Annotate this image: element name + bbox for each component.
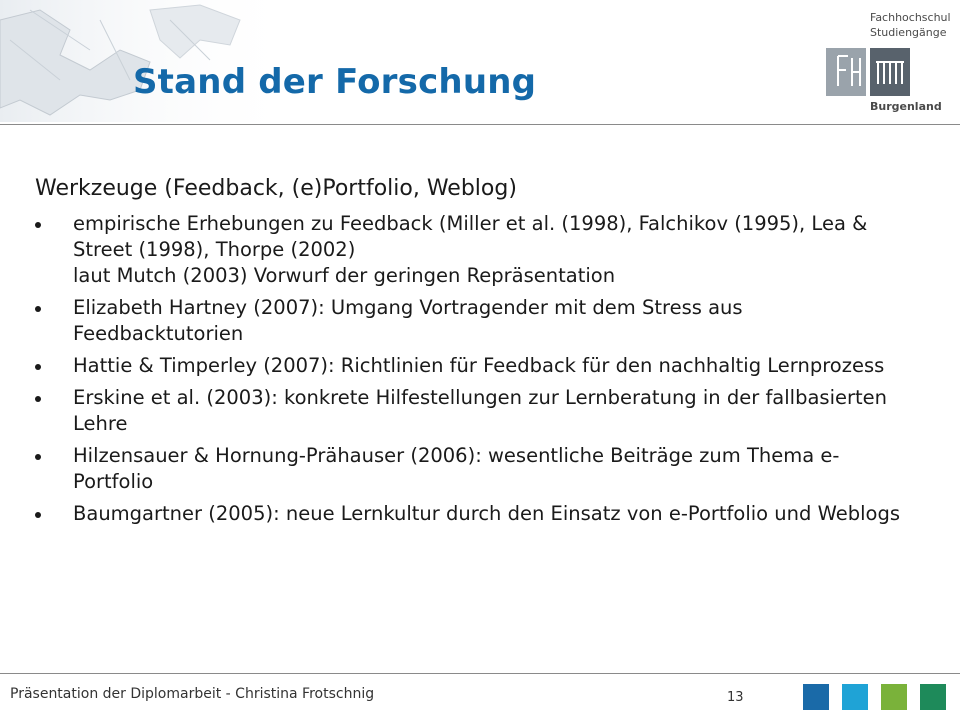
bullet-text-extra: laut Mutch (2003) Vorwurf der geringen Repräsentation [73, 264, 616, 287]
bullet-text: Hilzensauer & Hornung-Prähauser (2006): wesentliche Beiträge zum Thema e-Portfolio [73, 444, 840, 493]
bullet-item [35, 385, 915, 437]
slide-content [35, 176, 915, 533]
bullet-item [35, 295, 915, 347]
bullet-text: Elizabeth Hartney (2007): Umgang Vortragender mit dem Stress aus Feedbacktutorien [73, 296, 743, 345]
color-squares [803, 684, 946, 710]
color-square [920, 684, 946, 710]
bullet-text: Baumgartner (2005): neue Lernkultur durch den Einsatz von e-Portfolio und Weblogs [73, 502, 900, 525]
bullet-item [35, 501, 915, 527]
bullet-text: Erskine et al. (2003): konkrete Hilfestellungen zur Lernberatung in der fallbasierten Lehre [73, 386, 888, 435]
bullet-text: empirische Erhebungen zu Feedback (Miller et al. (1998), Falchikov (1995), Lea & Street (1998), Thorpe (2002) [73, 212, 868, 261]
bullet-icon [35, 454, 41, 460]
bullet-text: Hattie & Timperley (2007): Richtlinien für Feedback für den nachhaltig Lernprozess [73, 354, 885, 377]
bullet-icon [35, 306, 41, 312]
header-divider [0, 124, 960, 125]
logo-brand: Burgenland [870, 100, 942, 113]
bullet-icon [35, 364, 41, 370]
slide-title: Stand der Forschung [133, 62, 537, 102]
footer-divider [0, 673, 960, 674]
logo-text: Fachhochschul Studiengänge [870, 11, 951, 39]
color-square [842, 684, 868, 710]
bullet-item [35, 211, 915, 289]
bullet-icon [35, 396, 41, 402]
bullet-icon [35, 222, 41, 228]
footer-text: Präsentation der Diplomarbeit - Christina Frotschnig [10, 686, 375, 702]
section-heading: Werkzeuge (Feedback, (e)Portfolio, Weblog) [35, 176, 517, 201]
color-square [803, 684, 829, 710]
bullet-item [35, 443, 915, 495]
map-decoration [0, 0, 300, 122]
bullet-item [35, 353, 915, 379]
bullet-list [35, 211, 915, 527]
bullet-icon [35, 512, 41, 518]
page-number: 13 [727, 690, 744, 705]
color-square [881, 684, 907, 710]
